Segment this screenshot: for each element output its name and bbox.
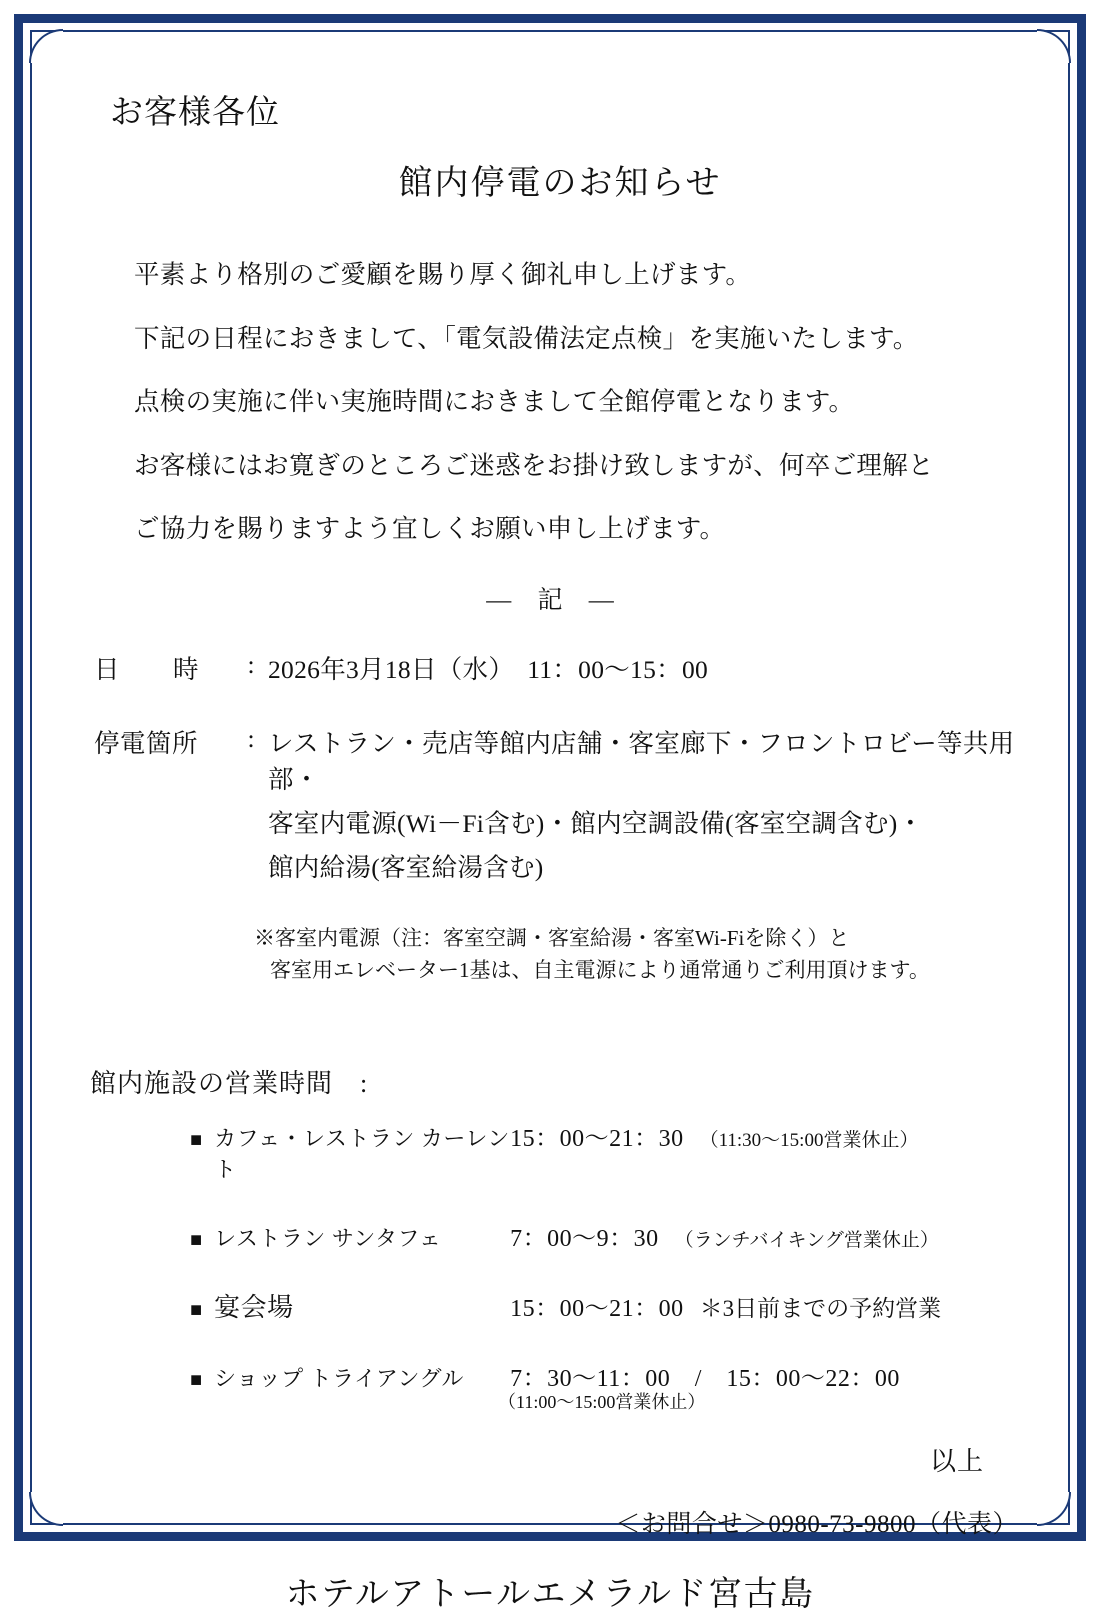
list-item bbox=[190, 1358, 1038, 1412]
facility-hours: 15：00〜21：00 bbox=[510, 1295, 684, 1322]
facility-note: （11:00〜15:00営業休止） bbox=[498, 1391, 706, 1412]
square-bullet-icon: ■ bbox=[190, 1128, 203, 1151]
details-section bbox=[94, 650, 1038, 987]
list-item bbox=[190, 1287, 1038, 1324]
intro-paragraph-3: 点検の実施に伴い実施時間におきまして全館停電となります。 bbox=[134, 387, 855, 416]
kiji-marker: ― 記 ― bbox=[486, 586, 624, 614]
facility-note: （11:30〜15:00営業休止） bbox=[699, 1129, 919, 1151]
outage-note-line-1: ※客室内電源（注：客室空調・客室給湯・客室Wi-Fiを除く）と bbox=[254, 925, 850, 950]
outage-area-line-1: レストラン・売店等館内店舗・客室廊下・フロントロビー等共用部・ bbox=[268, 728, 1015, 794]
facility-hours: 7：00〜9：30 bbox=[510, 1225, 659, 1252]
contact-line: ＜お問合せ＞0980-73-9800（代表） bbox=[615, 1510, 1018, 1538]
intro-paragraph-4: お客様にはお寛ぎのところご迷惑をお掛け致しますが、何卒ご理解と bbox=[134, 450, 934, 480]
facility-name: 宴会場 bbox=[214, 1292, 294, 1322]
intro-paragraph-2: 下記の日程におきまして、「電気設備法定点検」を実施いたします。 bbox=[134, 323, 919, 353]
hotel-name: ホテルアトールエメラルド宮古島 bbox=[285, 1575, 815, 1613]
detail-colon-outage-areas: : bbox=[247, 723, 255, 753]
facility-hours: 7：30〜11：00 / 15：00〜22：00 bbox=[510, 1365, 900, 1392]
square-bullet-icon: ■ bbox=[190, 1298, 203, 1321]
outage-note-line-2: 客室用エレベーター1基は、自主電源により通常通りご利用頂けます。 bbox=[270, 958, 930, 983]
detail-value-outage-areas bbox=[268, 724, 1038, 892]
detail-row-outage-areas bbox=[94, 724, 1038, 892]
detail-colon-datetime: : bbox=[247, 649, 255, 679]
list-item bbox=[190, 1118, 1038, 1184]
document-content bbox=[62, 58, 1038, 1613]
intro-paragraphs bbox=[134, 262, 1038, 542]
facility-note: （ランチバイキング営業休止） bbox=[674, 1229, 939, 1251]
detail-label-outage-areas: 停電箇所 bbox=[94, 728, 199, 758]
facility-note: ＊3日前までの予約営業 bbox=[699, 1295, 942, 1321]
facility-name: レストラン サンタフェ bbox=[214, 1225, 442, 1251]
intro-paragraph-5: ご協力を賜りますよう宜しくお願い申し上げます。 bbox=[134, 514, 726, 543]
square-bullet-icon: ■ bbox=[190, 1368, 203, 1391]
outage-note bbox=[254, 922, 1038, 987]
list-item bbox=[190, 1218, 1038, 1253]
facility-name: ショップ トライアングル bbox=[214, 1365, 464, 1391]
closing-word: 以上 bbox=[929, 1446, 984, 1476]
detail-row-datetime bbox=[94, 650, 1038, 694]
outage-area-line-3: 館内給湯(客室給湯含む) bbox=[268, 852, 544, 882]
detail-value-datetime-line-1: 2026年3月18日（水） 11：00〜15：00 bbox=[268, 654, 709, 684]
detail-value-datetime bbox=[268, 650, 1038, 694]
outage-area-line-2: 客室内電源(Wi－Fi含む)・館内空調設備(客室空調含む)・ bbox=[268, 808, 924, 838]
square-bullet-icon: ■ bbox=[190, 1228, 203, 1251]
page-title: 館内停電のお知らせ bbox=[398, 165, 722, 202]
intro-paragraph-1: 平素より格別のご愛顧を賜り厚く御礼申し上げます。 bbox=[134, 260, 752, 289]
hours-section-title: 館内施設の営業時間 : bbox=[90, 1068, 369, 1098]
facility-hours-list bbox=[190, 1118, 1038, 1412]
facility-name: カフェ・レストラン カーレント bbox=[214, 1125, 510, 1182]
detail-label-datetime: 日 時 bbox=[94, 654, 213, 684]
addressee: お客様各位 bbox=[110, 95, 280, 131]
facility-hours: 15：00〜21：30 bbox=[510, 1125, 684, 1152]
